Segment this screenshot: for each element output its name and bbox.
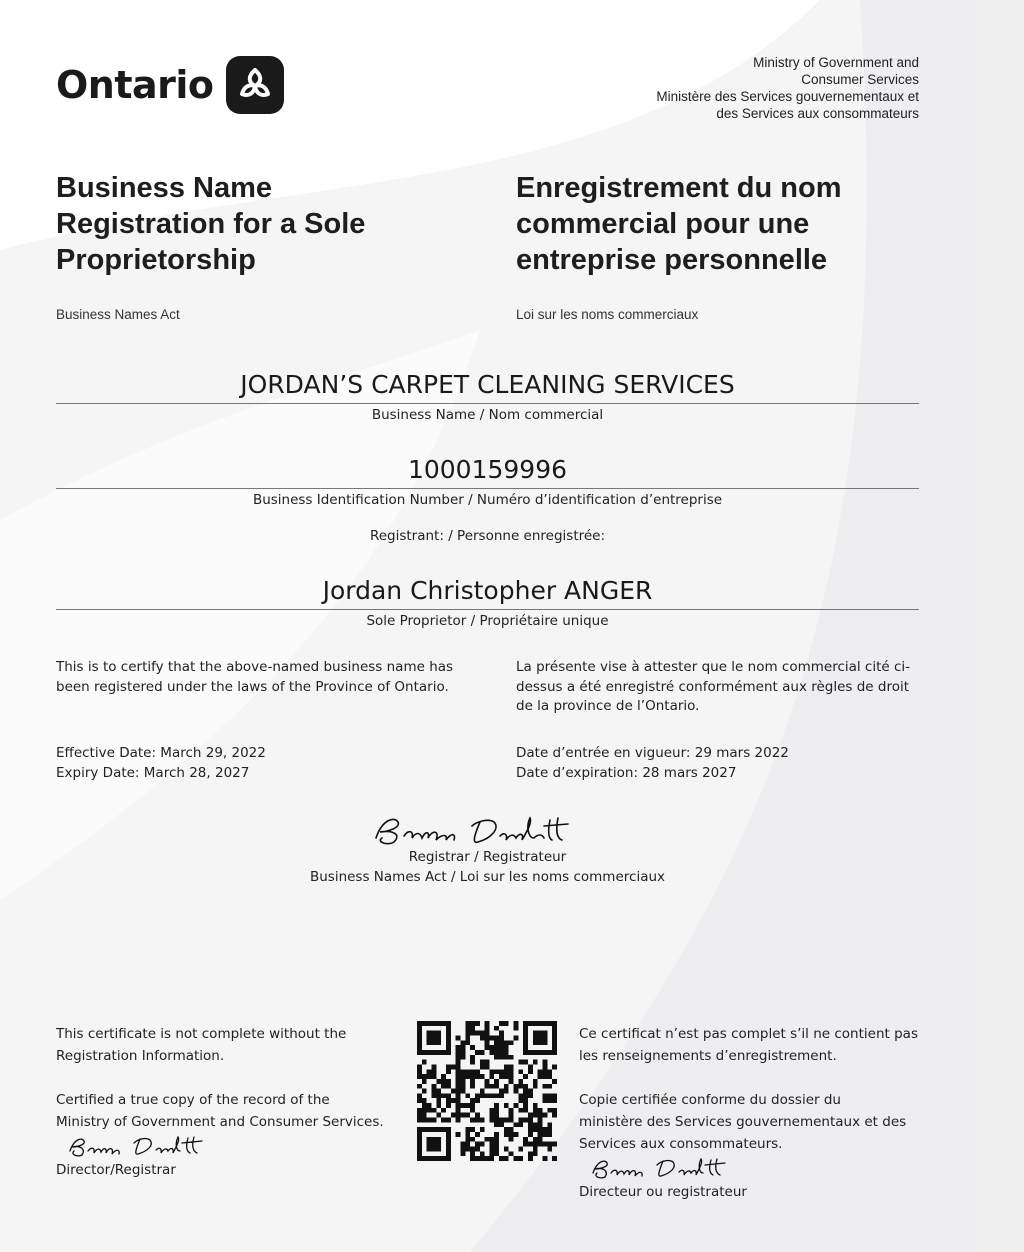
footer-cert-fr-line: Copie certifiée conforme du dossier du: [579, 1092, 841, 1108]
footer-role-fr: Directeur ou registrateur: [579, 1184, 747, 1200]
footer-notice-fr-line: les renseignements d’enregistrement.: [579, 1048, 837, 1064]
footer-notice-en-line: Registration Information.: [56, 1048, 225, 1064]
title-en-line: Proprietorship: [56, 244, 256, 276]
divider: [56, 403, 919, 404]
registrant-name: Jordan Christopher ANGER: [322, 576, 653, 605]
registrar-act: Business Names Act / Loi sur les noms commerciaux: [309, 868, 666, 885]
business-name-field: [56, 370, 919, 423]
qr-code-icon: [417, 1021, 557, 1161]
business-identification-number: 1000159996: [407, 455, 568, 484]
registrar-title: Registrar / Registrateur: [408, 849, 567, 865]
footer-notice-en-line: This certificate is not complete without the: [56, 1026, 347, 1042]
divider: [56, 609, 919, 610]
expiry-date-fr: Date d’expiration: 28 mars 2027: [516, 764, 737, 781]
dates-fr: [516, 744, 916, 783]
expiry-date-en: Expiry Date: March 28, 2027: [56, 764, 250, 781]
footer-cert-en-line: Ministry of Government and Consumer Services.: [56, 1114, 384, 1130]
effective-date-fr: Date d’entrée en vigueur: 29 mars 2022: [516, 745, 789, 761]
logo-text: Ontario: [56, 63, 214, 107]
signature-icon: [64, 1133, 224, 1159]
footer-notice-fr-line: Ce certificat n’est pas complet s’il ne contient pas: [579, 1026, 918, 1042]
bin-caption: Business Identification Number / Numéro d’identification d’entreprise: [252, 492, 723, 508]
registrar-signature-block: [56, 812, 919, 887]
footer-fr: [579, 1023, 924, 1203]
ministry-name: [656, 54, 919, 122]
title-fr-line: entreprise personnelle: [516, 244, 828, 276]
ministry-line: Consumer Services: [801, 72, 919, 87]
signature-icon: [368, 812, 608, 848]
title-fr: [516, 170, 936, 278]
footer-role-en: Director/Registrar: [56, 1162, 176, 1178]
divider: [56, 488, 919, 489]
registrant-caption: Sole Proprietor / Propriétaire unique: [366, 613, 609, 629]
act-en: Business Names Act: [56, 307, 180, 322]
ontario-logo: [56, 56, 284, 114]
title-fr-line: Enregistrement du nom: [516, 172, 842, 204]
registrant-field: [56, 576, 919, 629]
dates-en: [56, 744, 466, 783]
title-en: [56, 170, 456, 278]
signature-icon: [587, 1155, 747, 1181]
business-name-caption: Business Name / Nom commercial: [371, 407, 604, 423]
footer-en: [56, 1023, 396, 1181]
registrant-label: Registrant: / Personne enregistrée:: [369, 528, 606, 544]
title-fr-line: commercial pour une: [516, 208, 810, 240]
ministry-line: des Services aux consommateurs: [716, 106, 919, 121]
certify-text-fr: La présente vise à attester que le nom commercial cité ci-dessus a été enregistré conformément aux règles de droit de la province de l’Ontario.: [516, 659, 911, 714]
effective-date-en: Effective Date: March 29, 2022: [56, 745, 266, 761]
act-fr: Loi sur les noms commerciaux: [516, 307, 699, 322]
ministry-line: Ministère des Services gouvernementaux et: [656, 89, 919, 104]
ministry-line: Ministry of Government and: [753, 55, 919, 70]
ontario-trillium-icon: [226, 56, 284, 114]
title-en-line: Registration for a Sole: [56, 208, 366, 240]
bin-field: [56, 455, 919, 508]
business-name: JORDAN’S CARPET CLEANING SERVICES: [240, 370, 735, 399]
certify-text-en: This is to certify that the above-named business name has been registered under the laws of the Province of Ontario.: [56, 659, 454, 695]
footer-cert-en-line: Certified a true copy of the record of the: [56, 1092, 330, 1108]
footer-cert-fr-line: ministère des Services gouvernementaux et des: [579, 1114, 907, 1130]
footer-cert-fr-line: Services aux consommateurs.: [579, 1136, 783, 1152]
title-en-line: Business Name: [56, 172, 272, 204]
